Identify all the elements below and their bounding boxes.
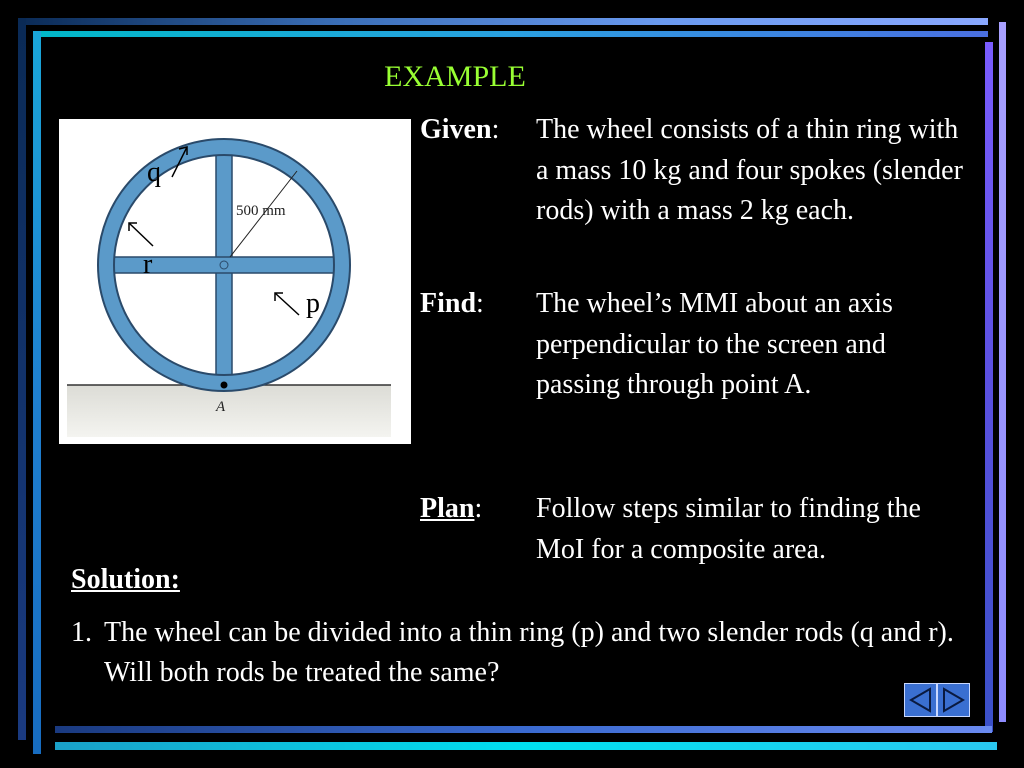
- given-label: Given: [420, 114, 492, 145]
- given-text: The wheel consists of a thin ring with a mass 10 kg and four spokes (slender rods) with a mass 2 kg each.: [536, 114, 963, 226]
- step-text: The wheel can be divided into a thin ring (p) and two slender rods (q and r). Will both rods be treated the same?: [104, 617, 954, 688]
- arrow-r: [129, 223, 153, 246]
- frame-bar-top-dark: [18, 18, 988, 25]
- slide-navigation: [904, 683, 970, 717]
- frame-bar-left-dark: [18, 18, 26, 740]
- slide-title: EXAMPLE: [384, 60, 526, 93]
- label-r: r: [143, 249, 153, 280]
- ground-surface: [67, 385, 391, 437]
- next-slide-button[interactable]: [937, 683, 970, 717]
- arrow-p: [275, 293, 299, 315]
- point-a-marker: [221, 382, 228, 389]
- triangle-right-icon: [938, 684, 969, 716]
- frame-bar-bottom-cyan: [55, 742, 997, 750]
- plan-label: Plan: [420, 493, 475, 524]
- frame-bar-right-lavender: [999, 22, 1006, 722]
- label-p: p: [306, 288, 320, 319]
- step-number: 1.: [71, 617, 92, 648]
- hub: [220, 261, 228, 269]
- point-a-label: A: [216, 399, 226, 415]
- plan-colon: :: [474, 493, 483, 524]
- frame-bar-bottom-blue: [55, 726, 992, 733]
- find-label: Find: [420, 288, 477, 319]
- frame-bar-right-purple: [985, 42, 993, 732]
- plan-text: Follow steps similar to finding the MoI for a composite area.: [536, 493, 921, 565]
- triangle-left-icon: [905, 684, 936, 716]
- find-text: The wheel’s MMI about an axis perpendicular to the screen and passing through point A.: [536, 288, 893, 400]
- given-colon: :: [491, 114, 500, 145]
- solution-heading: Solution:: [71, 564, 180, 595]
- plan-label-wrap: [420, 489, 482, 530]
- label-q: q: [147, 157, 161, 188]
- find-colon: :: [476, 288, 484, 319]
- frame-bar-left-cyan: [33, 31, 41, 754]
- given-label-wrap: [420, 110, 499, 151]
- previous-slide-button[interactable]: [904, 683, 937, 717]
- dimension-label: 500 mm: [236, 203, 286, 219]
- solution-step: [71, 613, 971, 693]
- frame-bar-top-cyan: [33, 31, 988, 37]
- wheel-figure: [59, 119, 411, 444]
- find-label-wrap: [420, 284, 484, 325]
